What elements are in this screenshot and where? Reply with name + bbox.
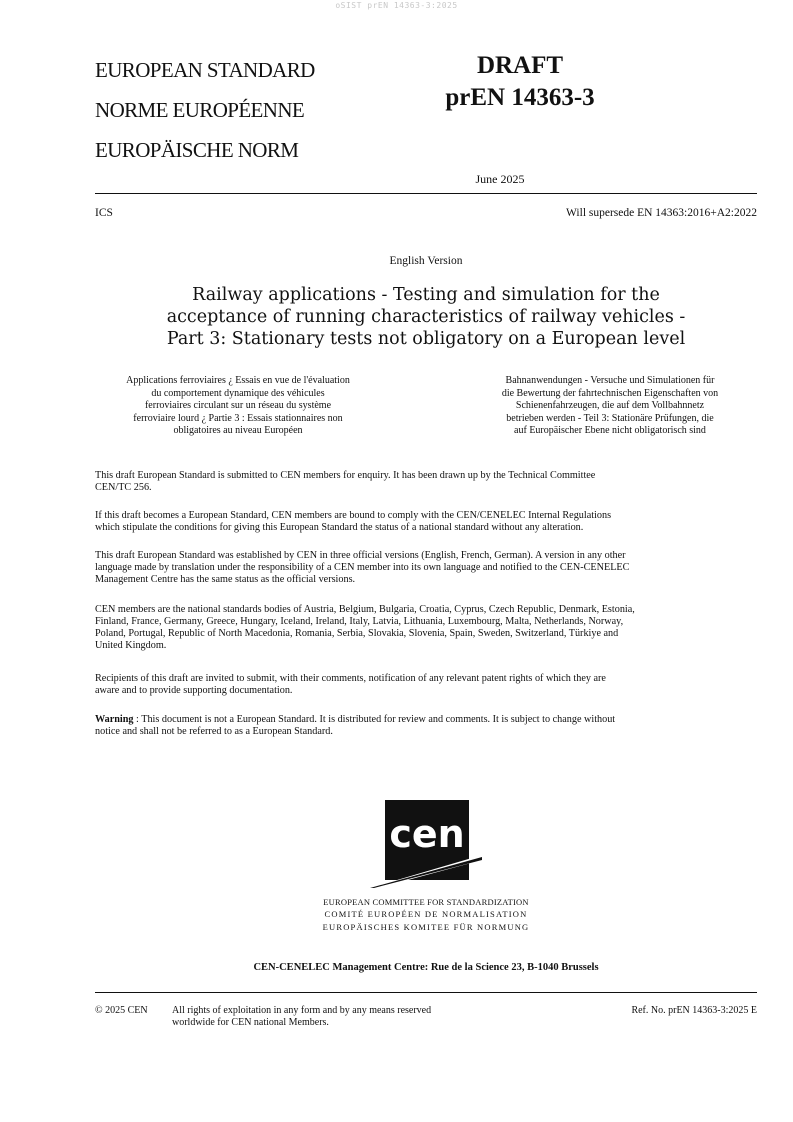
german-title-line: die Bewertung der fahrtechnischen Eigenschaften von (501, 387, 719, 399)
reference-number: Ref. No. prEN 14363-3:2025 E (631, 1005, 757, 1016)
ics-label: ICS (95, 207, 113, 219)
text-line: Poland, Portugal, Republic of North Macedonia, Romania, Serbia, Slovakia, Slovenia, Spain, Sweden, Switzerland, Türkiye and (95, 628, 619, 639)
warning-label: Warning (95, 714, 134, 725)
footer-rule (95, 992, 757, 993)
draft-label: DRAFT (476, 52, 564, 79)
german-title-line: Schienenfahrzeugen, die auf dem Vollbahnnetz (515, 400, 705, 411)
text-line: which stipulate the conditions for giving this European Standard the status of a national standard without any alteration. (95, 522, 584, 533)
german-title (460, 375, 760, 438)
title-line: Part 3: Stationary tests not obligatory on a European level (166, 329, 686, 349)
text-line: Finland, France, Germany, Greece, Hungary, Iceland, Ireland, Italy, Latvia, Lithuania, Luxembourg, Malta, Netherlands, Norway, (95, 616, 624, 627)
french-title-line: Applications ferroviaires ¿ Essais en vue de l'évaluation (126, 375, 350, 386)
cen-name-de: EUROPÄISCHES KOMITEE FÜR NORMUNG (322, 921, 530, 932)
document-number: prEN 14363-3 (445, 84, 595, 111)
french-title-line: du comportement dynamique des véhicules (151, 387, 325, 399)
title-line: Railway applications - Testing and simulation for the (192, 285, 660, 305)
paragraph-versions (95, 550, 757, 586)
german-title-line: Bahnanwendungen - Versuche und Simulationen für (505, 375, 715, 386)
paragraph-regulations (95, 510, 757, 534)
french-title-line: ferroviaire lourd ¿ Partie 3 : Essais stationnaires non (133, 412, 343, 424)
text-line: CEN members are the national standards bodies of Austria, Belgium, Bulgaria, Croatia, Cyprus, Czech Republic, Denmark, Estonia, (95, 604, 635, 615)
publication-date: June 2025 (475, 172, 525, 186)
french-title-line: obligatoires au niveau Européen (173, 425, 303, 436)
document-title (140, 284, 712, 350)
cen-logo (370, 800, 482, 890)
text-line: language made by translation under the responsibility of a CEN member into its own language and notified to the CEN-CENELEC (95, 562, 630, 573)
french-title (88, 375, 388, 438)
text-line: Management Centre has the same status as the official versions. (95, 574, 356, 585)
warning-paragraph (95, 714, 757, 738)
text-line: This draft European Standard is submitted to CEN members for enquiry. It has been drawn up by the Technical Committee (95, 470, 596, 481)
cen-names (250, 896, 602, 933)
text-line: aware and to provide supporting documentation. (95, 685, 293, 696)
text-line: United Kingdom. (95, 640, 167, 651)
warning-text-line2: notice and shall not be referred to as a European Standard. (95, 726, 333, 737)
watermark: oSIST prEN 14363-3:2025 (335, 1, 458, 10)
text-line: Recipients of this draft are invited to submit, with their comments, notification of any relevant patent rights of which they are (95, 673, 606, 684)
standard-name-fr: NORME EUROPÉENNE (95, 98, 305, 122)
cen-name-fr: COMITÉ EUROPÉEN DE NORMALISATION (324, 909, 528, 920)
management-centre-address: CEN-CENELEC Management Centre: Rue de la Science 23, B-1040 Brussels (253, 962, 599, 973)
rights-line: worldwide for CEN national Members. (172, 1017, 329, 1028)
text-line: If this draft becomes a European Standard, CEN members are bound to comply with the CEN/CENELEC Internal Regulations (95, 510, 612, 521)
text-line: CEN/TC 256. (95, 482, 152, 493)
german-title-line: auf Europäischer Ebene nicht obligatorisch sind (514, 425, 706, 436)
paragraph-patents (95, 673, 757, 697)
copyright: © 2025 CEN (95, 1005, 148, 1016)
cen-logo-text: cen (389, 812, 465, 856)
french-title-line: ferroviaires circulant sur un réseau du système (144, 400, 332, 411)
paragraph-members (95, 604, 757, 652)
supersede-note: Will supersede EN 14363:2016+A2:2022 (566, 207, 757, 219)
german-title-line: betrieben werden - Teil 3: Stationäre Prüfungen, die (506, 412, 714, 424)
cen-logo-graphic (370, 800, 482, 890)
title-line: acceptance of running characteristics of railway vehicles - (166, 307, 686, 327)
rights-notice (172, 1005, 512, 1029)
paragraph-enquiry (95, 470, 757, 494)
rights-line: All rights of exploitation in any form and by any means reserved (172, 1005, 432, 1016)
language-version: English Version (389, 255, 463, 267)
text-line: This draft European Standard was established by CEN in three official versions (English, French, German). A version in any other (95, 550, 626, 561)
header-rule (95, 193, 757, 194)
standard-name-de: EUROPÄISCHE NORM (95, 138, 299, 162)
cen-name-en: EUROPEAN COMMITTEE FOR STANDARDIZATION (323, 897, 529, 907)
warning-text: : This document is not a European Standard. It is distributed for review and comments. It is subject to change without (133, 714, 616, 725)
standard-name-en: EUROPEAN STANDARD (95, 58, 315, 82)
